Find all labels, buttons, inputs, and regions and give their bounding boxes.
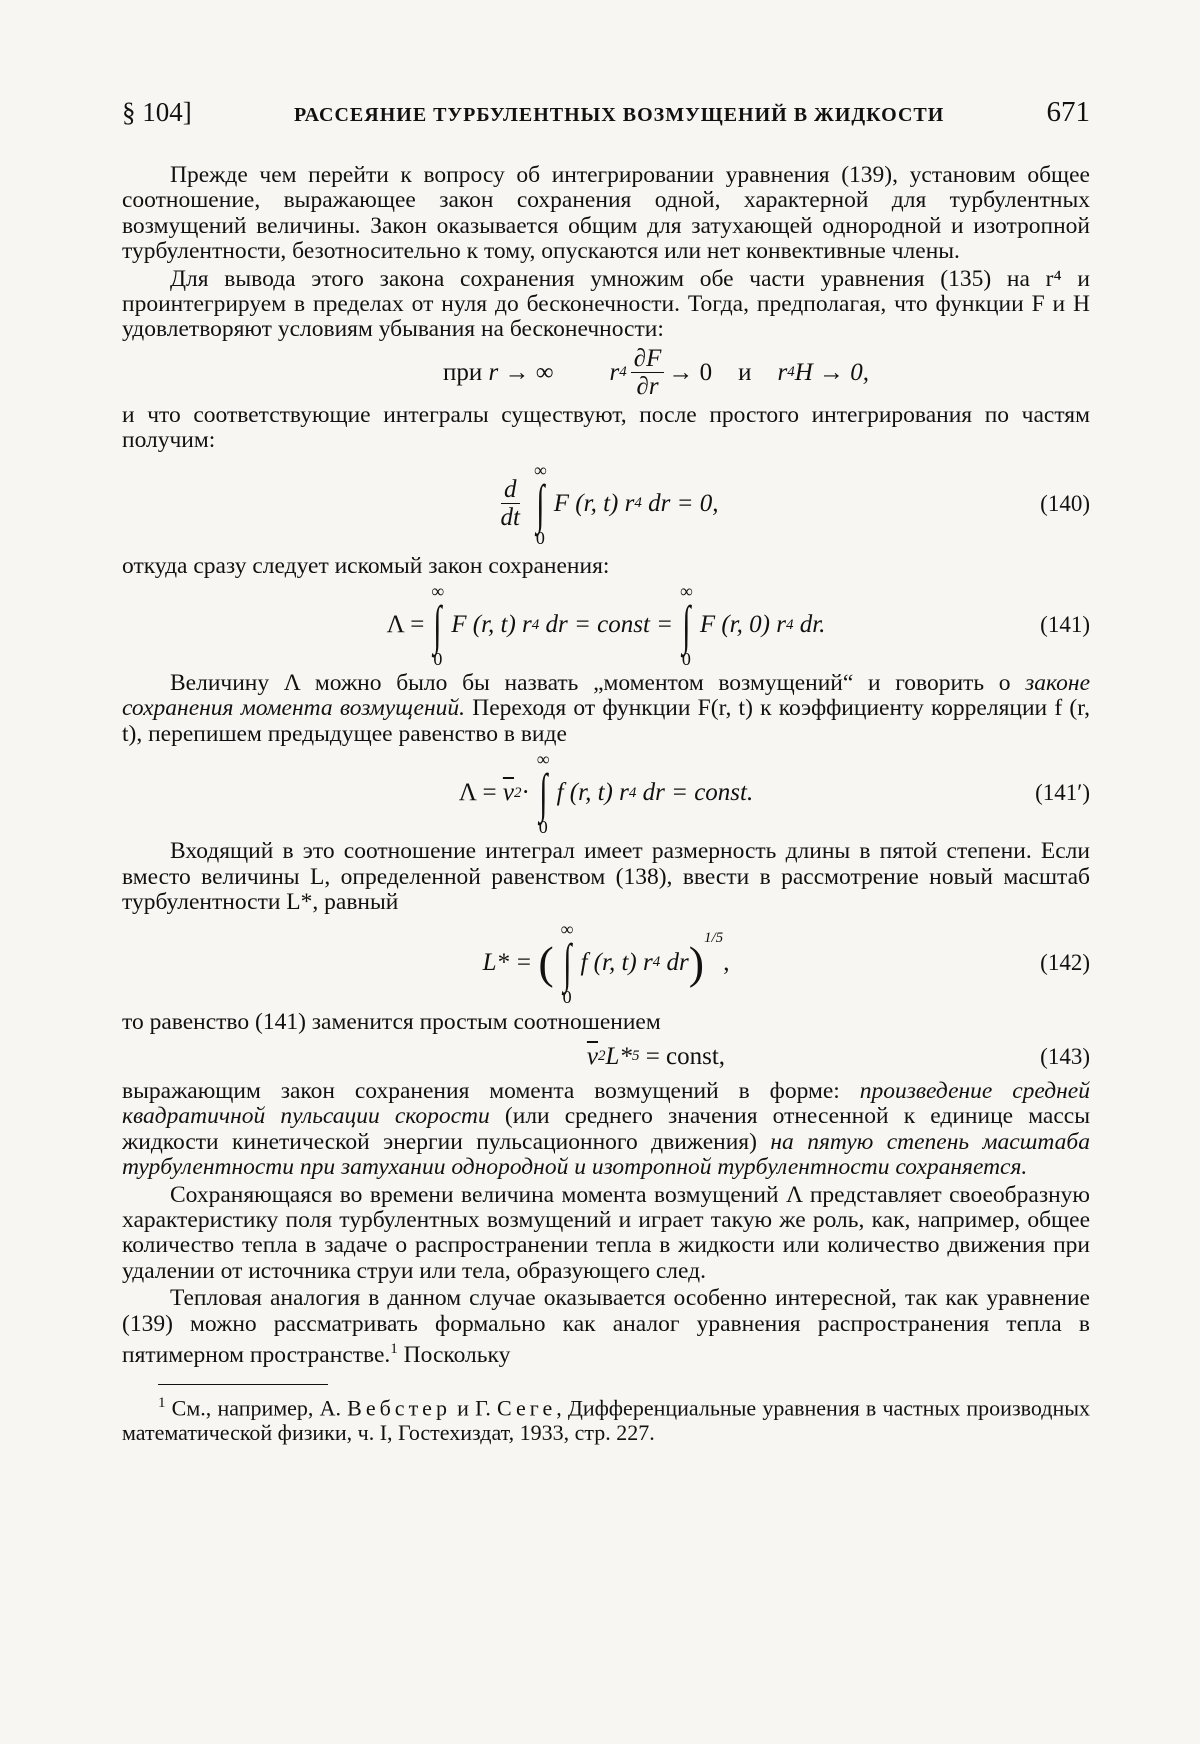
page-number: 671 — [1046, 96, 1090, 128]
eq-symbol: L* = — [482, 948, 533, 976]
eq-denominator: ∂r — [636, 373, 659, 401]
eq-derivative — [498, 476, 523, 532]
eq-symbol: L* — [605, 1042, 632, 1070]
equation-142 — [122, 916, 1090, 1010]
equation-number: (141) — [1040, 612, 1090, 638]
text-run: выражающим закон сохранения момента возмущений в форме: — [122, 1077, 860, 1104]
eq-text: → ∞ — [504, 358, 554, 386]
upper-limit: ∞ — [560, 918, 574, 939]
equation-141-prime — [122, 747, 1090, 839]
eq-numerator: d — [501, 476, 520, 505]
author-name: Сеге — [497, 1395, 557, 1421]
eq-text: dr = const = — [545, 611, 674, 639]
equation-141 — [122, 579, 1090, 671]
eq-paren: ) — [688, 936, 705, 988]
eq-symbol: H → 0, — [794, 358, 870, 386]
paragraph-7: то равенство (141) заменится простым соотношением — [122, 1008, 661, 1035]
author-name: Вебстер — [347, 1395, 451, 1421]
eq-exponent: 2 — [598, 1048, 606, 1065]
eq-exponent: 4 — [628, 784, 637, 801]
eq-paren: ( — [538, 936, 554, 988]
eq-integrand: F (r, t) r — [553, 489, 635, 517]
eq-integrand: f (r, t) r — [580, 948, 653, 976]
emphasis-text: произведение средней квадратичной пульсации скорости — [122, 1077, 1090, 1130]
upper-limit: ∞ — [431, 581, 445, 602]
eq-text: · — [521, 779, 530, 807]
emphasis-text: законе сохранения момента возмущений. — [122, 670, 1090, 722]
integral-sign: ∞ ∫ 0 — [680, 581, 693, 670]
text-run: См., например, А. — [165, 1395, 348, 1421]
lower-limit: 0 — [433, 649, 443, 670]
footnote-rule — [158, 1384, 328, 1385]
paragraph-9: Сохраняющаяся во времени величина момента возмущений Λ представляет своеобразную характеристику поля турбулентных возмущений и играет такую же роль, как, например, общее количество тепла в задаче о распространении тепла в жидкости или количество движения при удалении от источника струи или тела, образующего след. — [122, 1181, 1090, 1284]
integral-sign: ∞ ∫ 0 — [560, 918, 574, 1007]
lower-limit: 0 — [681, 649, 691, 670]
lower-limit: 0 — [535, 527, 545, 548]
running-head — [122, 96, 1090, 129]
text-run: (или среднего значения отнесенной к единице массы жидкости кинетической энергии пульсационного движения) — [122, 1103, 1090, 1155]
upper-limit: ∞ — [680, 581, 693, 602]
text-run: , Дифференциальные уравнения в частных производных математической физики, ч. I, Гостехиздат, 1933, стр. 227. — [122, 1395, 1090, 1445]
eq-symbol: r — [488, 358, 499, 386]
paragraph-1: Прежде чем перейти к вопросу об интегрировании уравнения (139), установим общее соотношение, выражающее закон сохранения одной, характерной для турбулентных возмущений величины. Закон оказывается общим для затухающей однородной и изотропной турбулентности, безотносительно к тому, опускаются или нет конвективные члены. — [122, 162, 1090, 265]
text-run: Переходя от функции F(r, t) к коэффициенту корреляции f (r, t), перепишем предыдущее равенство в виде — [122, 695, 1090, 747]
eq-text: Λ = — [386, 611, 425, 639]
eq-text: dr = const. — [642, 779, 754, 807]
eq-fraction — [631, 345, 665, 401]
upper-limit: ∞ — [536, 749, 550, 770]
footnote — [122, 1391, 1090, 1444]
eq-exponent: 4 — [785, 616, 794, 633]
paragraph-10 — [122, 1286, 1090, 1368]
eq-exponent: 4 — [634, 495, 642, 512]
integral-sign: ∞ ∫ 0 — [431, 581, 445, 670]
eq-symbol: $\overline{v}$ — [502, 779, 514, 807]
eq-denominator: dt — [500, 504, 520, 532]
equation-number: (140) — [1040, 490, 1090, 516]
running-title: РАССЕЯНИЕ ТУРБУЛЕНТНЫХ ВОЗМУЩЕНИЙ В ЖИДКОСТИ — [293, 104, 945, 126]
lower-limit: 0 — [562, 986, 572, 1007]
eq-exponent: 5 — [631, 1048, 640, 1065]
eq-text: → 0 — [668, 358, 713, 386]
integral-sign: ∞ ∫ 0 — [536, 749, 550, 838]
eq-symbol: r — [609, 358, 620, 386]
equation-number: (141′) — [1035, 780, 1090, 806]
equation-boundary-condition — [222, 343, 1090, 403]
eq-exponent: 4 — [531, 616, 540, 633]
eq-exponent: 2 — [513, 784, 522, 801]
integral-sign: ∞ ∫ 0 — [533, 459, 547, 548]
paragraph-6: Входящий в это соотношение интеграл имеет размерность длины в пятой степени. Если вместо величины L, определенной равенством (138), ввести в рассмотрение новый масштаб турбулентности L*, равный — [122, 838, 1090, 916]
eq-text: Λ = — [458, 779, 497, 807]
eq-text: при — [442, 358, 483, 386]
eq-text: = const, — [645, 1042, 726, 1070]
eq-text: и — [738, 358, 752, 386]
equation-number: (143) — [1040, 1043, 1090, 1069]
lower-limit: 0 — [538, 817, 548, 838]
paragraph-8 — [122, 1079, 1090, 1181]
eq-text: dr = 0, — [648, 489, 719, 517]
equation-number: (142) — [1040, 949, 1090, 975]
eq-symbol: $\overline{v}$ — [586, 1042, 599, 1070]
footnote-mark: 1 — [158, 1395, 166, 1412]
eq-exponent: 4 — [787, 364, 795, 381]
eq-numerator: ∂F — [631, 345, 665, 374]
eq-integrand: f (r, t) r — [556, 779, 629, 807]
eq-exponent: 4 — [652, 954, 661, 970]
eq-symbol: r — [777, 358, 788, 386]
eq-text: dr. — [799, 611, 826, 639]
eq-text: dr — [666, 948, 689, 976]
equation-140 — [122, 454, 1090, 554]
paragraph-5 — [122, 671, 1090, 747]
text-run: Величину Λ можно было бы назвать „моментом возмущений“ и говорить о — [170, 670, 1026, 697]
eq-integrand: F (r, 0) r — [699, 611, 786, 639]
footnote-reference: 1 — [390, 1340, 398, 1357]
text-run: и Г. — [450, 1395, 497, 1421]
section-number: § 104] — [122, 97, 192, 127]
emphasis-text: на пятую степень масштаба турбулентности при затухании однородной и изотропной турбулентности сохраняется. — [122, 1128, 1090, 1181]
eq-exponent: 4 — [619, 364, 627, 381]
paragraph-3: и что соответствующие интегралы существуют, после простого интегрирования по частям получим: — [122, 401, 1090, 454]
eq-integrand: F (r, t) r — [451, 611, 532, 639]
text-run: Тепловая аналогия в данном случае оказывается особенно интересной, так как уравнение (139) можно рассматривать формально как аналог уравнения распространения тепла в пятимерном пространстве. — [122, 1285, 1090, 1368]
equation-143 — [222, 1035, 1090, 1079]
text-run: Поскольку — [397, 1341, 511, 1368]
paragraph-4: откуда сразу следует искомый закон сохранения: — [122, 552, 610, 579]
upper-limit: ∞ — [533, 459, 547, 480]
eq-text: , — [723, 948, 730, 976]
eq-exponent: 1/5 — [704, 929, 724, 946]
paragraph-2: Для вывода этого закона сохранения умножим обе части уравнения (135) на r⁴ и проинтегрируем в пределах от нуля до бесконечности. Тогда, предполагая, что функции F и H удовлетворяют условиям убывания на бесконечности: — [122, 265, 1090, 343]
